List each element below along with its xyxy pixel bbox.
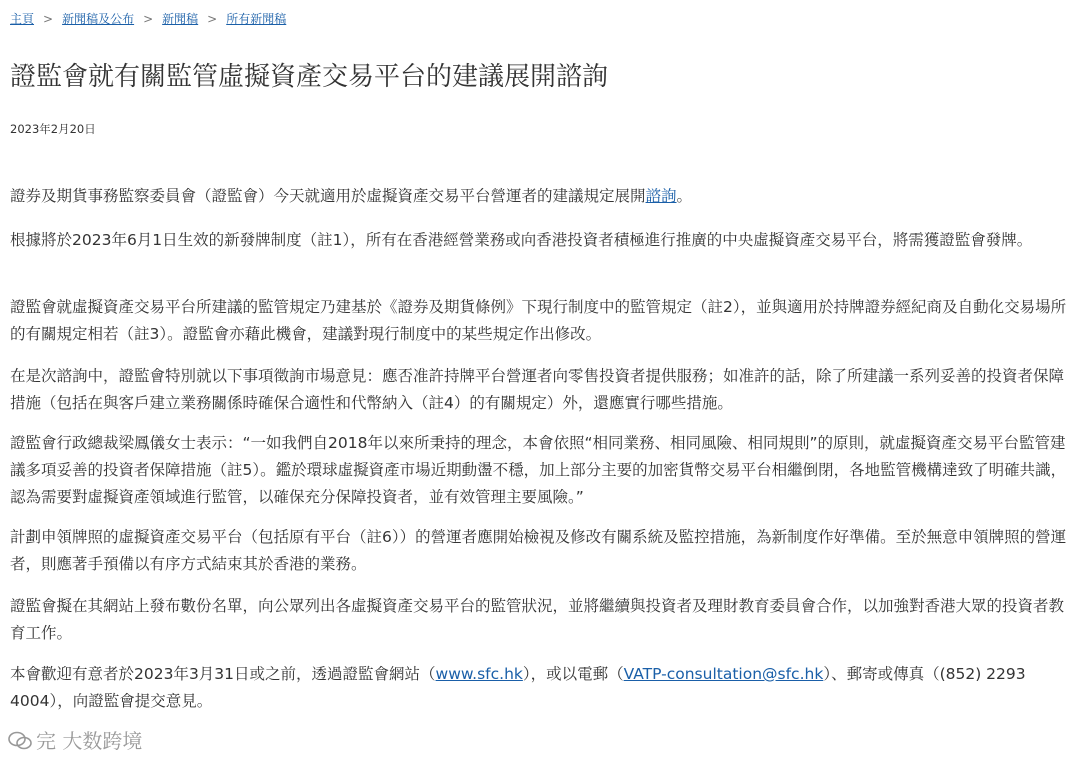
consultation-link[interactable]: 諮詢 bbox=[645, 187, 677, 205]
paragraph-8-text-b: ），或以電郵（ bbox=[522, 665, 624, 683]
paragraph-1-text: 證券及期貨事務監察委員會（證監會）今天就適用於虛擬資產交易平台營運者的建議規定展開 bbox=[10, 187, 646, 205]
page-title: 證監會就有關監管虛擬資產交易平台的建議展開諮詢 bbox=[10, 62, 609, 92]
breadcrumb-press-releases-link[interactable]: 新聞稿 bbox=[162, 12, 199, 26]
paragraph-7: 證監會擬在其網站上發布數份名單，向公眾列出各虛擬資產交易平台的監管狀況，並將繼續與投資者及理財教育委員會合作，以加強對香港大眾的投資者教育工作。 bbox=[10, 597, 1065, 642]
breadcrumb bbox=[10, 11, 286, 27]
paragraph-2: 根據將於2023年6月1日生效的新發牌制度（註1），所有在香港經營業務或向香港投資者積極進行推廣的中央虛擬資產交易平台，將需獲證監會發牌。 bbox=[10, 231, 1033, 249]
paragraph-1-end: 。 bbox=[676, 187, 693, 205]
paragraph-8-text-a: 本會歡迎有意者於2023年3月31日或之前，透過證監會網站（ bbox=[10, 665, 436, 683]
breadcrumb-news-announcements-link[interactable]: 新聞稿及公布 bbox=[62, 12, 135, 26]
paragraph-5: 證監會行政總裁梁鳳儀女士表示：“一如我們自2018年以來所秉持的理念，本會依照“相同業務、相同風險、相同規則”的原則，就虛擬資產交易平台監管建議多項妥善的投資者保障措施（註5）。鑑於環球虛擬資產市場近期動盪不穩，加上部分主要的加密貨幣交易平台相繼倒閉，各地監管機構達致了明確共識，認為需要對虛擬資產領域進行監管，以確保充分保障投資者，並有效管理主要風險。” bbox=[10, 434, 1067, 506]
breadcrumb-home-link[interactable]: 主頁 bbox=[10, 12, 35, 26]
sfc-website-link[interactable]: www.sfc.hk bbox=[435, 665, 523, 683]
paragraph-6: 計劃申領牌照的虛擬資產交易平台（包括原有平台（註6））的營運者應開始檢視及修改有關系統及監控措施，為新制度作好準備。至於無意申領牌照的營運者，則應著手預備以有序方式結束其於香港的業務。 bbox=[10, 528, 1067, 573]
wechat-icon bbox=[8, 729, 32, 749]
breadcrumb-separator: > bbox=[43, 12, 54, 26]
breadcrumb-all-press-releases-link[interactable]: 所有新聞稿 bbox=[226, 12, 287, 26]
paragraph-4: 在是次諮詢中，證監會特別就以下事項徵詢市場意見：應否准許持牌平台營運者向零售投資者提供服務；如准許的話，除了所建議一系列妥善的投資者保障措施（包括在與客戶建立業務關係時確保合適性和代幣納入（註4）的有關規定）外，還應實行哪些措施。 bbox=[10, 367, 1065, 412]
paragraph-3: 證監會就虛擬資產交易平台所建議的監管規定乃建基於《證券及期貨條例》下現行制度中的監管規定（註2），並與適用於持牌證券經紀商及自動化交易場所的有關規定相若（註3）。證監會亦藉此機會，建議對現行制度中的某些規定作出修改。 bbox=[10, 298, 1067, 343]
paragraph-8 bbox=[10, 661, 1070, 715]
consultation-email-link[interactable]: VATP-consultation@sfc.hk bbox=[623, 665, 824, 683]
paragraph-1 bbox=[10, 183, 1070, 210]
paragraph-8-text-c: ）、郵寄或傳真（(852) 2293 4004），向證監會提交意見。 bbox=[10, 665, 1026, 710]
watermark bbox=[8, 726, 142, 756]
breadcrumb-separator: > bbox=[143, 12, 154, 26]
watermark-text: 完 大数跨境 bbox=[36, 729, 143, 753]
breadcrumb-separator: > bbox=[207, 12, 218, 26]
publish-date: 2023年2月20日 bbox=[10, 122, 96, 136]
